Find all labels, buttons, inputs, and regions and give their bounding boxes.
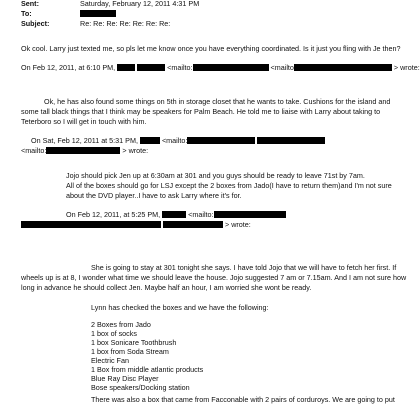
- redaction: [117, 64, 135, 71]
- mailto-open: <mailto:: [161, 136, 188, 145]
- quote-header-2-cont: [21, 147, 148, 156]
- to-redacted: [80, 10, 116, 19]
- box-list-item: Electric Fan: [91, 356, 129, 365]
- mailto-close: > wrote:: [393, 63, 420, 72]
- redaction: [162, 211, 186, 218]
- sent-label: Sent:: [21, 0, 39, 8]
- redaction: [187, 137, 255, 144]
- box-list-item: 1 box of socks: [91, 329, 137, 338]
- quote-3-prefix: On Feb 12, 2011, at 5:25 PM,: [66, 210, 161, 219]
- box-list-item: 1 box Sonicare Toothbrush: [91, 338, 177, 347]
- body-5-line-1: There was also a box that came from Facconable with 2 pairs of corduroys. We are going to put: [91, 395, 395, 404]
- body-3-line-2: wheels up is at 8, I wonder what time we should leave the house. Jojo suggested 7 am or 7.15am. And I am not sure how: [21, 273, 407, 282]
- body-3-line-1: She is going to stay at 301 tonight she says. I have told Jojo that we will have to fetch her first. If: [91, 263, 397, 272]
- quote-header-1: [21, 64, 420, 73]
- quote-1-prefix: On Feb 12, 2011, at 6:10 PM,: [21, 63, 116, 72]
- quote-header-3-cont: [21, 221, 251, 230]
- quote-header-2: [31, 137, 325, 146]
- mailto-cont: <mailto:: [21, 146, 47, 155]
- redaction: [21, 221, 161, 228]
- subject-label: Subject:: [21, 19, 50, 28]
- body-2-line-2: All of the boxes should go for LSJ except the 2 boxes from Jado(I have to return them)and I'm not sure: [66, 181, 392, 190]
- box-list-item: 2 Boxes from Jado: [91, 320, 151, 329]
- body-2-line-1: Jojo should pick Jen up at 6:30am at 301 and you guys should be ready to leave 71st by 7am.: [66, 171, 365, 180]
- reply-text: Ok cool. Larry just texted me, so pls let me know once you have everything coordinated. Is it just you fling with Je then?: [21, 44, 401, 53]
- mailto-open: <mailto:: [188, 210, 214, 219]
- body-1-line-2: some tall black things that I think may be speakers for Palm Beach. He told me to liaise with Larry about taking to: [21, 107, 381, 116]
- body-3-line-3: long in advance he should collect Jen. Maybe half an hour, I am worried she wont be ready.: [21, 283, 312, 292]
- box-list-item: Blue Ray Disc Player: [91, 374, 159, 383]
- to-label: To:: [21, 9, 32, 18]
- redaction: [214, 211, 286, 218]
- redaction: [257, 137, 325, 144]
- mailto-open: <mailto:: [167, 63, 193, 72]
- quote-2-prefix: On Sat, Feb 12, 2011 at 5:31 PM,: [31, 136, 138, 145]
- box-list-item: 1 Box from middle atlantic products: [91, 365, 204, 374]
- mailto-close: > wrote:: [225, 220, 251, 229]
- subject-value: Re: Re: Re: Re: Re: Re: Re:: [80, 19, 171, 28]
- mailto-mid: <mailto: [270, 63, 294, 72]
- redaction: [193, 64, 269, 71]
- boxes-intro: Lynn has checked the boxes and we have the following:: [91, 303, 269, 312]
- box-list-item: 1 box from Soda Stream: [91, 347, 169, 356]
- redaction: [294, 64, 392, 71]
- body-2-line-3: about the DVD player..I have to ask Larry where it's for.: [66, 191, 242, 200]
- redaction: [46, 147, 120, 154]
- redaction: [137, 64, 165, 71]
- body-1-line-3: Teterboro so I will get in touch with him.: [21, 117, 147, 126]
- redaction: [163, 221, 223, 228]
- mailto-close: > wrote:: [122, 146, 149, 155]
- sent-value: Saturday, February 12, 2011 4:31 PM: [80, 0, 200, 8]
- box-list-item: Bose speakers/Docking station: [91, 383, 190, 392]
- quote-header-3: [66, 211, 286, 220]
- body-1-line-1: Ok, he has also found some things on 5th in storage closet that he wants to take. Cushions for the island and: [44, 97, 391, 106]
- redaction: [140, 137, 160, 144]
